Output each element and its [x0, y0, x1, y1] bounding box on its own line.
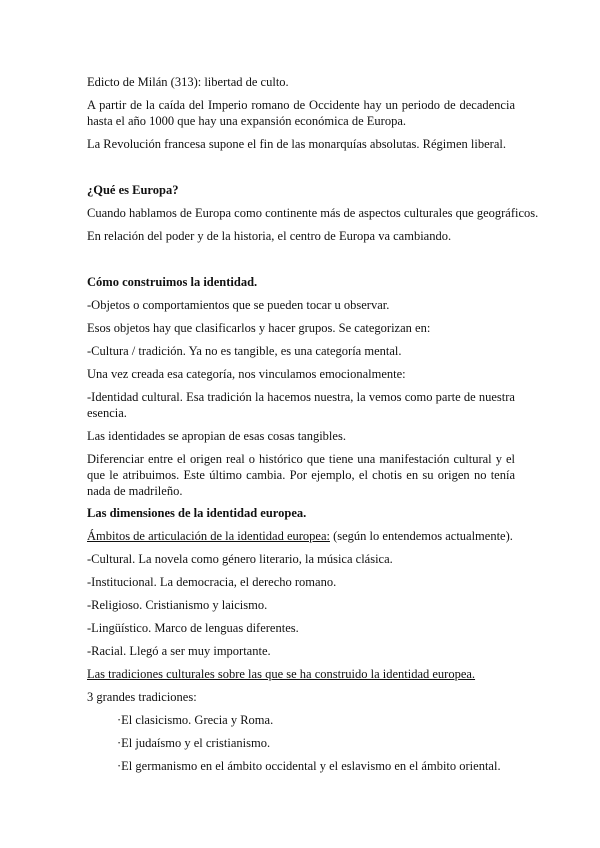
- identidad-paragraph-1: -Objetos o comportamientos que se pueden tocar u observar.: [87, 298, 390, 312]
- section-heading-identidad: Cómo construimos la identidad.: [87, 275, 258, 289]
- dimension-item: -Racial. Llegó a ser muy importante.: [87, 644, 271, 658]
- identidad-paragraph-3: -Cultura / tradición. Ya no es tangible, es una categoría mental.: [87, 344, 402, 358]
- tradicion-item: ·El judaísmo y el cristianismo.: [117, 736, 271, 750]
- tradicion-item: ·El germanismo en el ámbito occidental y el eslavismo en el ámbito oriental.: [117, 759, 501, 773]
- identidad-paragraph-6: Las identidades se apropian de esas cosas tangibles.: [87, 429, 346, 443]
- europa-paragraph-1: Cuando hablamos de Europa como continente más de aspectos culturales que geográficos.: [87, 206, 539, 220]
- section-heading-europa: ¿Qué es Europa?: [87, 183, 179, 197]
- europa-paragraph-2: En relación del poder y de la historia, el centro de Europa va cambiando.: [87, 229, 452, 243]
- intro-paragraph-2: A partir de la caída del Imperio romano de Occidente hay un periodo de decadencia hasta el año 1000 que hay una expansión económica de Europa.: [87, 98, 515, 128]
- identidad-paragraph-2: Esos objetos hay que clasificarlos y hacer grupos. Se categorizan en:: [87, 321, 431, 335]
- intro-paragraph-1: Edicto de Milán (313): libertad de culto.: [87, 75, 289, 89]
- section-heading-dimensiones: Las dimensiones de la identidad europea.: [87, 506, 307, 520]
- identidad-paragraph-7: Diferenciar entre el origen real o histórico que tiene una manifestación cultural y el que le atribuimos. Este último cambia. Por ejemplo, el chotis en su origen no tenía nada de madrileño.: [87, 452, 515, 498]
- intro-paragraph-3: La Revolución francesa supone el fin de las monarquías absolutas. Régimen liberal.: [87, 137, 506, 151]
- dimension-item: -Cultural. La novela como género literario, la música clásica.: [87, 552, 393, 566]
- ambitos-underlined-label: Ámbitos de articulación de la identidad europea:: [87, 529, 330, 543]
- dimension-item: -Lingüístico. Marco de lenguas diferentes.: [87, 621, 299, 635]
- tradicion-item: ·El clasicismo. Grecia y Roma.: [117, 713, 274, 727]
- tradiciones-heading: Las tradiciones culturales sobre las que se ha construido la identidad europea.: [87, 667, 476, 681]
- identidad-paragraph-5: -Identidad cultural. Esa tradición la hacemos nuestra, la vemos como parte de nuestra esencia.: [87, 390, 515, 420]
- dimension-item: -Religioso. Cristianismo y laicismo.: [87, 598, 268, 612]
- identidad-paragraph-4: Una vez creada esa categoría, nos vinculamos emocionalmente:: [87, 367, 406, 381]
- ambitos-line: [87, 528, 513, 544]
- ambitos-rest: (según lo entendemos actualmente).: [329, 529, 513, 543]
- dimension-item: -Institucional. La democracia, el derecho romano.: [87, 575, 337, 589]
- tradiciones-intro: 3 grandes tradiciones:: [87, 690, 197, 704]
